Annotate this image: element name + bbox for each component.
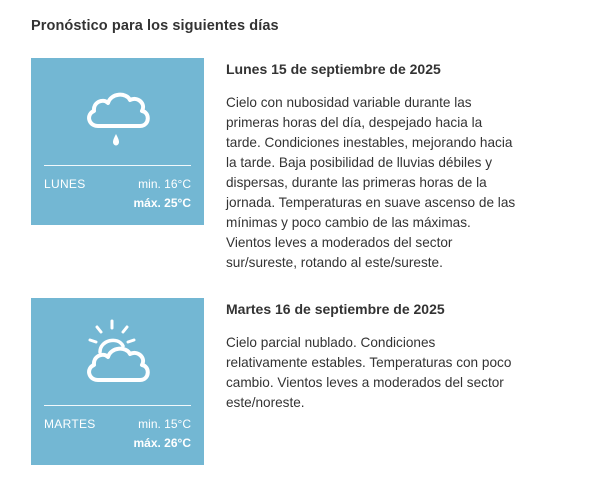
card-day-label: LUNES <box>44 177 86 191</box>
card-min-temp: min. 15°C <box>138 417 191 431</box>
card-divider <box>44 165 191 166</box>
forecast-text: Cielo con nubosidad variable durante las primeras horas del día, despejado hacia la tarde. Condiciones inestables, mejorando hacia la tarde. Baja posibilidad de lluvias débiles y dispersas, durante las primeras horas de la jornada. Temperaturas en suave ascenso de las mínimas y poco cambio de las máximas. Vientos leves a moderados del sector sur/sureste, rotando al este/sureste. <box>226 95 516 270</box>
section-title: Pronóstico para los siguientes días <box>31 18 279 34</box>
forecast-text: Cielo parcial nublado. Condiciones relativamente estables. Temperaturas con poco cambio. Vientos leves a moderados del sector este/noreste. <box>226 335 512 410</box>
forecast-card <box>31 298 204 465</box>
forecast-description <box>226 298 516 413</box>
forecast-card <box>31 58 204 225</box>
card-max-temp: máx. 26°C <box>133 436 191 450</box>
cloud-rain-drop-icon <box>78 78 158 158</box>
forecast-description <box>226 58 516 273</box>
forecast-date-title: Lunes 15 de septiembre de 2025 <box>226 61 441 77</box>
card-day-label: MARTES <box>44 417 96 431</box>
card-min-temp: min. 16°C <box>138 177 191 191</box>
forecast-date-title: Martes 16 de septiembre de 2025 <box>226 301 445 317</box>
sun-behind-cloud-icon <box>78 318 158 398</box>
card-max-temp: máx. 25°C <box>133 196 191 210</box>
card-divider <box>44 405 191 406</box>
